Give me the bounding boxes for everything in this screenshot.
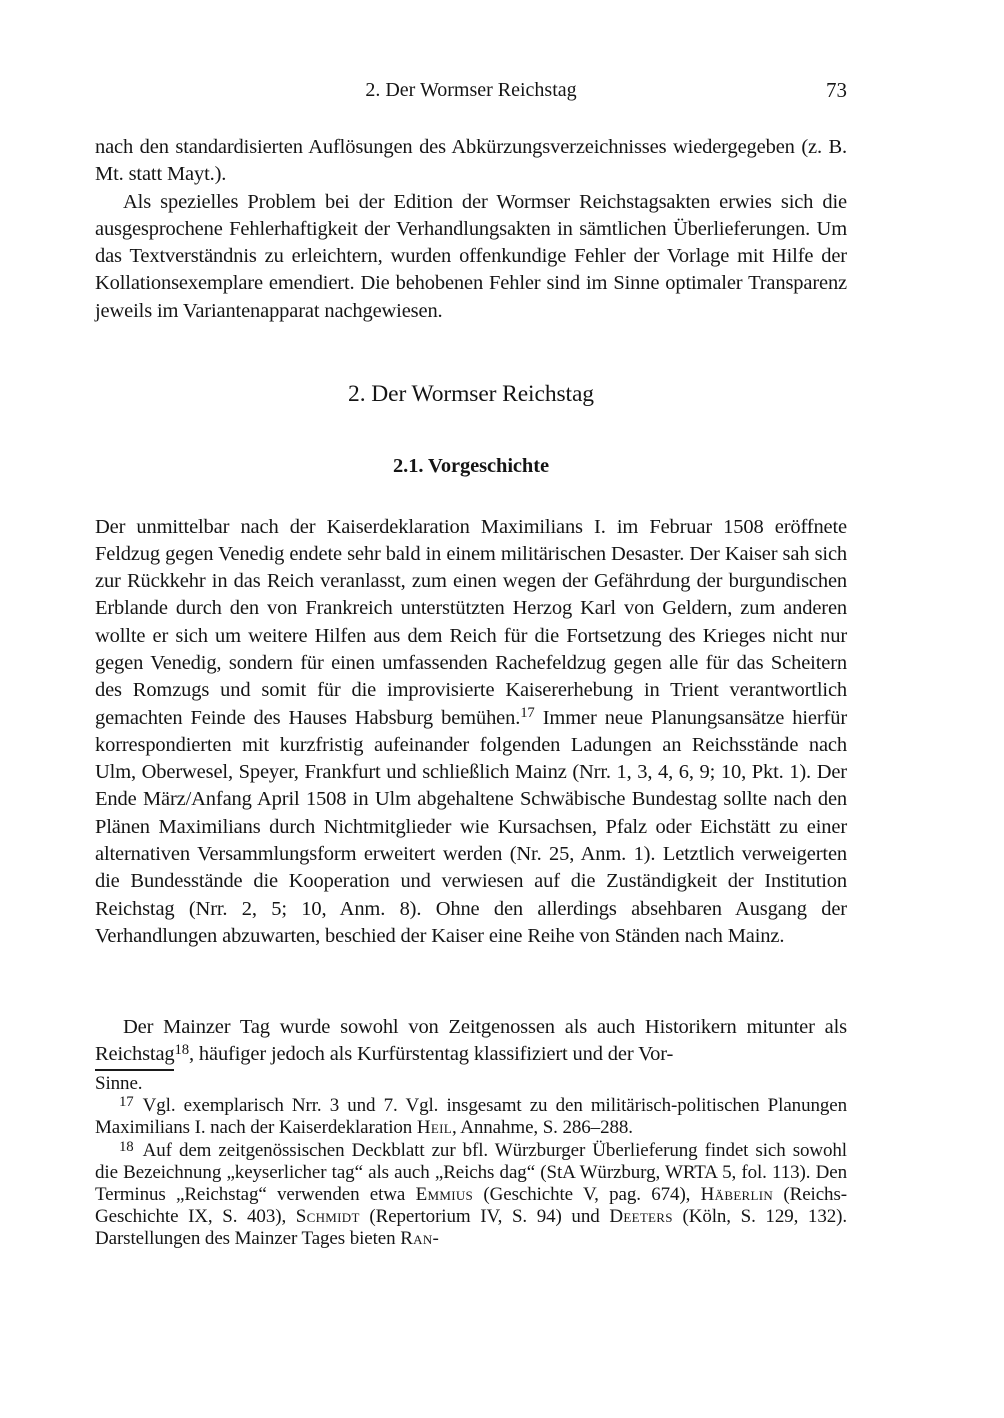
small-caps-name: Häberlin	[700, 1184, 774, 1206]
footnote-reference: 18	[174, 1041, 189, 1058]
section-heading: 2. Der Wormser Reichstag	[348, 381, 594, 407]
footnote-carryover: Sinne.	[95, 1073, 143, 1094]
footnote-17	[95, 1095, 847, 1139]
footnote-separator-rule	[95, 1069, 174, 1071]
small-caps-name: Heil	[416, 1117, 452, 1139]
paragraph-continuation: nach den standardisierten Auflösungen des Abkürzungsverzeichnisses wiedergegeben (z. B. Mt. statt Mayt.).	[95, 135, 847, 185]
footnotes-block	[95, 1073, 847, 1251]
small-caps-name: Ran-	[400, 1228, 440, 1250]
paragraph-mainzer-tag: Der Mainzer Tag wurde sowohl von Zeitgenossen als auch Historikern mitunter als Reichstag$^{18}$, häufiger jedoch als Kurfürstentag klassifiziert und der Vor-	[95, 1015, 847, 1065]
footnote-18-number: 18	[119, 1138, 134, 1155]
running-head-title: 2. Der Wormser Reichstag	[365, 79, 577, 101]
paragraph-vorgeschichte: Der unmittelbar nach der Kaiserdeklaration Maximilians I. im Februar 1508 eröffnete Feldzug gegen Venedig endete sehr bald in einem militärischen Desaster. Der Kaiser sah sich zur Rückkehr in das Reich veranlasst, zum einen wegen der Gefährdung der burgundischen Erblande durch den von Frankreich unterstützten Herzog Karl von Geldern, zum anderen wollte er sich um weitere Hilfen aus dem Reich für die Fortsetzung des Krieges nicht nur gegen Venedig, sondern für einen umfassenden Rachefeldzug gegen alle für das Scheitern des Romzugs und somit für die improvisierte Kaisererhebung in Trient verantwortlich gemachten Feinde des Hauses Habsburg bemühen.$^{17}$ Immer neue Planungsansätze hierfür korrespondierten mit kurzfristig aufeinander folgenden Ladungen an Reichsstände nach Ulm, Oberwesel, Speyer, Frankfurt und schließlich Mainz (Nrr. 1, 3, 4, 6, 9; 10, Pkt. 1). Der Ende März/Anfang April 1508 in Ulm abgehaltene Schwäbische Bundestag sollte nach den Plänen Maximilians durch Nichtmitglieder wie Kursachsen, Pfalz oder Eichstätt zu einer alternativen Versammlungsform erweitert werden (Nr. 25, Anm. 1). Letztlich verweigerten die Bundesstände die Kooperation und verwiesen auf die Zuständigkeit der Institution Reichstag (Nrr. 2, 5; 10, Anm. 8). Ohne den allerdings absehbaren Ausgang der Verhandlungen abzuwarten, beschied der Kaiser eine Reihe von Ständen nach Mainz.	[95, 515, 847, 947]
page-number: 73	[826, 78, 847, 102]
running-head	[95, 77, 847, 103]
small-caps-name: Deeters	[609, 1206, 673, 1228]
footnote-18-text: Auf dem zeitgenössischen Deckblatt zur bfl. Würzburger Überlieferung findet sich sowohl die Bezeichnung „keyserlicher tag“ als auch „Reichs dag“ (StA Würzburg, WRTA 5, fol. 113). Den Terminus „Reichstag“ verwenden etwa Emmius (Geschichte V, pag. 674), Häberlin (Reichs-Geschichte IX, S. 403), Schmidt (Repertorium IV, S. 94) und Deeters (Köln, S. 129, 132). Darstellungen des Mainzer Tages bieten Ran-	[95, 1139, 848, 1250]
subsection-heading: 2.1. Vorgeschichte	[393, 455, 549, 477]
small-caps-name: Schmidt	[295, 1206, 360, 1228]
small-caps-name: Emmius	[415, 1184, 474, 1206]
footnote-reference: 17	[520, 705, 535, 722]
paragraph-edition-problem: Als spezielles Problem bei der Edition der Wormser Reichstagsakten erwies sich die ausgesprochene Fehlerhaftigkeit der Verhandlungsakten in sämtlichen Überlieferungen. Um das Textverständnis zu erleichtern, wurden offenkundige Fehler der Vorlage mit Hilfe der Kollationsexemplare emendiert. Die behobenen Fehler sind im Sinne optimaler Transparenz jeweils im Variantenapparat nachgewiesen.	[95, 190, 847, 322]
footnote-18	[95, 1140, 847, 1251]
footnote-17-text: Vgl. exemplarisch Nrr. 3 und 7. Vgl. insgesamt zu den militärisch-politischen Planungen Maximilians I. nach der Kaiserdeklaration Heil, Annahme, S. 286–288.	[95, 1095, 847, 1139]
footnote-17-number: 17	[119, 1094, 134, 1111]
